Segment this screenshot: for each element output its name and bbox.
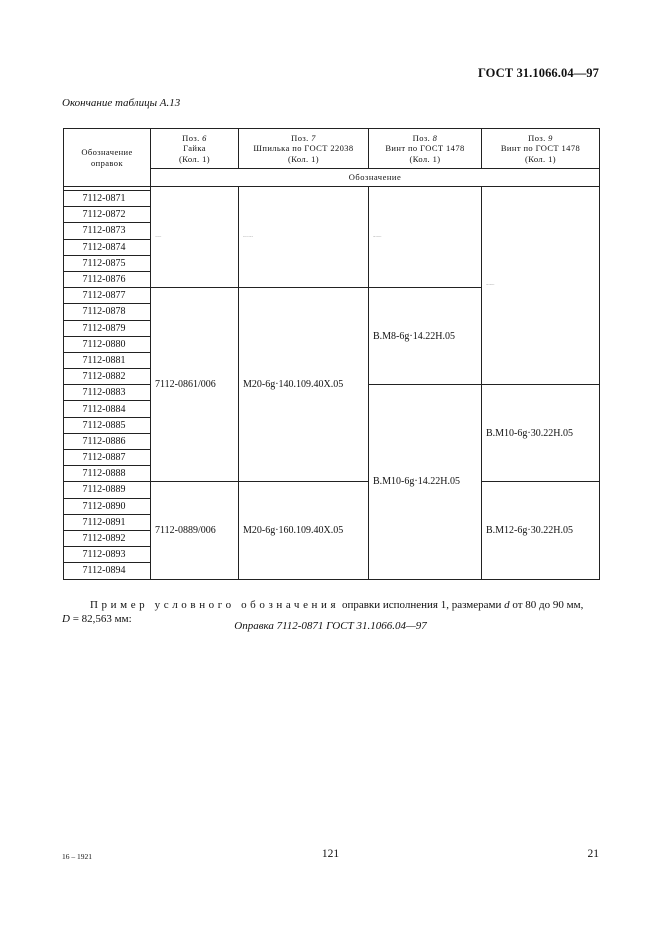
- table-row-code: 7112-0884: [64, 401, 151, 417]
- page-number-center: 121: [321, 848, 340, 860]
- example-text: = 82,563 мм:: [69, 613, 132, 625]
- screw8-cell: В.М10-6g·14.22Н.05: [369, 385, 482, 579]
- stud-cell: М20-6g·160.109.40Х.05: [239, 482, 369, 579]
- table-row-code: 7112-0878: [64, 304, 151, 320]
- nut-cell: 7112-0889/006: [151, 482, 239, 579]
- table-row-code: 7112-0894: [64, 563, 151, 579]
- table-row-code: 7112-0883: [64, 385, 151, 401]
- variable-D: D: [62, 613, 70, 625]
- table-row-code: 7112-0879: [64, 320, 151, 336]
- header-designation: Обозначение оправок: [64, 129, 151, 187]
- table-row-code: 7112-0881: [64, 352, 151, 368]
- table-caption: Окончание таблицы А.13: [62, 97, 181, 109]
- variable-d: d: [504, 599, 510, 611]
- screw8-cell: В.М6-6g·14.22Н.05: [369, 187, 482, 288]
- table-row-code: 7112-0893: [64, 547, 151, 563]
- table-row-code: 7112-0876: [64, 271, 151, 287]
- example-spaced-phrase: Пример условного обозначения: [90, 599, 340, 611]
- page-number-right: 21: [587, 848, 599, 860]
- specification-table: [63, 128, 600, 580]
- table-row-code: 7112-0882: [64, 369, 151, 385]
- print-code: 16 – 1921: [62, 852, 92, 861]
- table-row-code: 7112-0885: [64, 417, 151, 433]
- screw9-cell: В.М8-6g·25.22Н.05: [482, 187, 600, 385]
- table-row-code: 7112-0873: [64, 223, 151, 239]
- table-row-code: 7112-0888: [64, 466, 151, 482]
- table-row-code: 7112-0877: [64, 288, 151, 304]
- table-row-code: 7112-0887: [64, 450, 151, 466]
- example-designation: Оправка 7112-0871 ГОСТ 31.1066.04—97: [234, 620, 427, 632]
- header-pos-8: Поз. 8 Винт по ГОСТ 1478 (Кол. 1): [369, 129, 482, 169]
- header-pos-6: Поз. 6 Гайка (Кол. 1): [151, 129, 239, 169]
- table-row-code: 7112-0892: [64, 530, 151, 546]
- table-row-code: 7112-0874: [64, 239, 151, 255]
- screw9-cell: В.М12-6g·30.22Н.05: [482, 482, 600, 579]
- table-row-code: 7112-0886: [64, 433, 151, 449]
- table-row-code: 7112-0871: [64, 191, 151, 207]
- example-text: от 80 до 90 мм,: [509, 599, 584, 611]
- table-row-code: 7112-0872: [64, 207, 151, 223]
- table-row-code: 7112-0880: [64, 336, 151, 352]
- document-code: ГОСТ 31.1066.04—97: [477, 66, 599, 80]
- header-pos-7: Поз. 7 Шпилька по ГОСТ 22038 (Кол. 1): [239, 129, 369, 169]
- table-row-code: 7112-0890: [64, 498, 151, 514]
- header-pos-9: Поз. 9 Винт по ГОСТ 1478 (Кол. 1): [482, 129, 600, 169]
- nut-cell: 7112-0861/006: [151, 288, 239, 482]
- stud-cell: М16-6g·130.109.40Х.05: [239, 187, 369, 288]
- nut-cell: 7112-0859/006: [151, 187, 239, 288]
- table-row-code: 7112-0891: [64, 514, 151, 530]
- stud-cell: М20-6g·140.109.40Х.05: [239, 288, 369, 482]
- table-row-code: 7112-0875: [64, 255, 151, 271]
- screw9-cell: В.М10-6g·30.22Н.05: [482, 385, 600, 482]
- header-designation-sub: Обозначение: [151, 169, 600, 187]
- screw8-cell: В.М8-6g·14.22Н.05: [369, 288, 482, 385]
- table-row-code: 7112-0889: [64, 482, 151, 498]
- example-text: оправки исполнения 1, размерами: [339, 599, 505, 611]
